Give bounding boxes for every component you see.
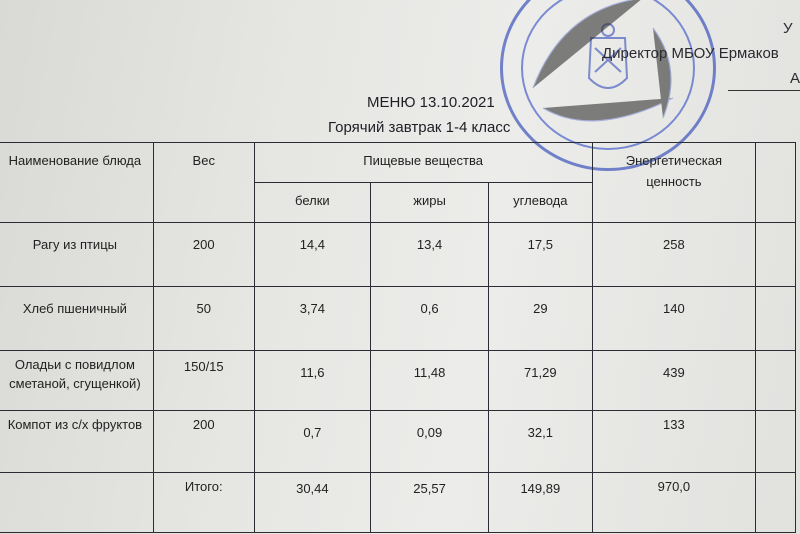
header-fat: жиры xyxy=(371,183,489,223)
header-nutrients: Пищевые вещества xyxy=(254,143,592,183)
director-line: Директор МБОУ Ермаков xyxy=(602,45,779,62)
header-protein: белки xyxy=(254,183,370,223)
table-row: Рагу из птицы 200 14,4 13,4 17,5 258 xyxy=(0,223,796,287)
table-row: Компот из с/х фруктов 200 0,7 0,09 32,1 133 xyxy=(0,411,796,473)
header-weight: Вес xyxy=(153,143,254,223)
header-energy: Энергетическая ценность xyxy=(592,143,756,223)
table-row: Хлеб пшеничный 50 3,74 0,6 29 140 xyxy=(0,287,796,351)
header-carbs: углевода xyxy=(489,183,592,223)
nutrition-table xyxy=(0,142,796,533)
header-dish: Наименование блюда xyxy=(0,143,153,223)
total-row: Итого: 30,44 25,57 149,89 970,0 xyxy=(0,473,796,533)
approval-heading: У xyxy=(783,20,793,37)
director-name-cut: А xyxy=(790,70,800,87)
table-row: Оладьи с повидлом сметаной, сгущенкой) 150/15 11,6 11,48 71,29 439 xyxy=(0,351,796,411)
meal-title: Горячий завтрак 1-4 класс xyxy=(328,119,511,136)
signature-line xyxy=(728,90,800,91)
menu-date-title: МЕНЮ 13.10.2021 xyxy=(367,94,495,111)
